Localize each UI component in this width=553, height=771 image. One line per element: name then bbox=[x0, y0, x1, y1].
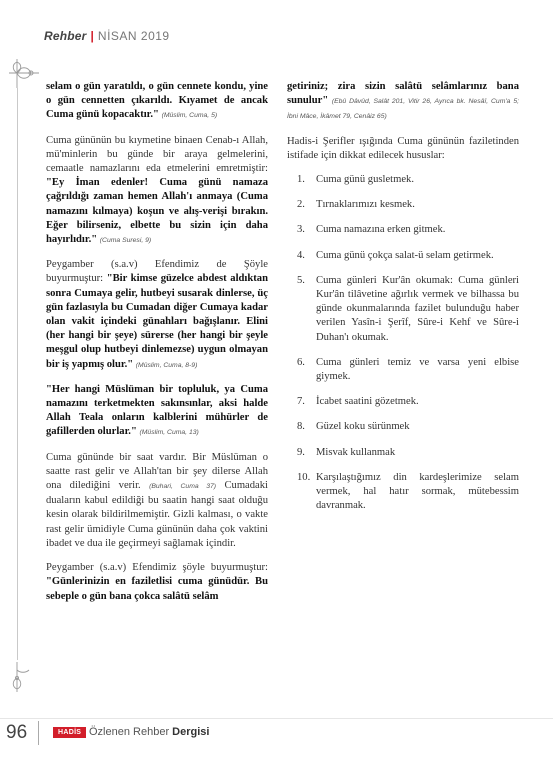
corner-ornament-icon bbox=[6, 660, 42, 696]
source-citation: (Müslim, Cuma, 5) bbox=[161, 112, 218, 120]
corner-ornament-icon bbox=[6, 55, 42, 91]
list-item-text: Misvak kullanmak bbox=[316, 446, 396, 458]
footer-divider bbox=[0, 718, 553, 719]
list-item-number: 9. bbox=[297, 446, 305, 458]
margin-rule bbox=[17, 88, 18, 660]
list-item bbox=[287, 249, 519, 263]
source-citation: (Cuma Suresi, 9) bbox=[99, 237, 152, 245]
magazine-brand: Rehber bbox=[44, 29, 87, 43]
list-item bbox=[287, 223, 519, 237]
source-citation: (Müslim, Cuma, 13) bbox=[139, 429, 199, 437]
list-item bbox=[287, 274, 519, 345]
list-item-number: 7. bbox=[297, 396, 305, 408]
list-item bbox=[287, 446, 519, 460]
list-item-number: 1. bbox=[297, 174, 305, 186]
list-item-text: İcabet saatini gözetmek. bbox=[316, 396, 419, 408]
list-item-number: 10. bbox=[297, 471, 311, 483]
paragraph: Hadis-i Şerifler ışığında Cuma gününün faziletinden istifade için dikkat edilecek hususlar: bbox=[287, 135, 519, 161]
list-item bbox=[287, 420, 519, 434]
header-separator: | bbox=[90, 29, 94, 43]
paragraph: getiriniz; zira sizin salâtü selâmlarınız bana sunulur" (Ebû Dâvûd, Salât 201, Vitir 26, Ayrıca bk. Nesâî, Cum'a 5; İbni Mâce, İkâmet 79, Cenâiz 65) bbox=[287, 81, 519, 121]
paragraph: Peygamber (s.a.v) Efendimiz şöyle buyurmuştur: "Günlerinizin en faziletlisi cuma günüdür. Bu sebeple o gün bana çokca salâtü selâm bbox=[46, 562, 268, 602]
running-header bbox=[44, 29, 170, 43]
list-item bbox=[287, 471, 519, 514]
list-item-number: 2. bbox=[297, 199, 305, 211]
section-badge: HADİS bbox=[53, 727, 86, 738]
paragraph: Peygamber (s.a.v) Efendimiz de Şöyle buyurmuştur: "Bir kimse güzelce abdest aldıktan sonra Cumaya gelir, hutbeyi susarak dinlerse, üç gün fazlasıyla bu Cumadan diğer Cumaya kadar olan vakit içindeki günahları bağışlanır. Elini (her hangi bir şeye) sürerse (her hangi bir şeyle meşgul olup hutbeyi dinlemezse) uygun olmayan bir iş yapmış olur." (Müslim, Cuma, 8-9) bbox=[46, 259, 268, 370]
source-citation: (Buhari, Cuma 37) bbox=[149, 483, 217, 491]
paragraph: Cuma gününde bir saat vardır. Bir Müslüman o saatte rast gelir ve Allah'tan bir şey dilerse Allah ona dilediğini verir. (Buhari, Cuma 37) Cumadaki duaların kabul edildiği bu saatin hangi saat olduğu kesin olarak bildirilmemiştir. Gizli kalması, o vakte rast gelir ümidiyle Cuma gününün daha çok vaktini ibadet ve dua ile geçirmeyi sağlamak içindir. bbox=[46, 451, 268, 549]
paragraph: Cuma gününün bu kıymetine binaen Cenab-ı Allah, mü'minlerin bu günde bir araya gelmelerini, cemaatle namazlarını eda etmelerini emretmiştir: "Ey İman edenler! Cuma günü namaza çağrıldığı zaman hemen Allah'ı anmaya (Cuma namazını kılmaya) koşun ve alış-verişi bırakın. Eğer bilirseniz, elbette bu sizin için daha hayırlıdır." (Cuma Suresi, 9) bbox=[46, 134, 268, 246]
list-item-text: Karşılaştığımız din kardeşlerimize selam vermek, hal hatır sormak, mütebessim davranmak. bbox=[316, 471, 519, 512]
magazine-title: Özlenen Rehber Dergisi bbox=[89, 726, 210, 738]
right-column bbox=[287, 80, 519, 524]
list-item-number: 5. bbox=[297, 274, 305, 286]
list-item-text: Güzel koku sürünmek bbox=[316, 421, 410, 433]
list-item-number: 6. bbox=[297, 356, 305, 368]
list-item bbox=[287, 356, 519, 384]
footer-rule bbox=[38, 721, 39, 745]
list-item bbox=[287, 198, 519, 212]
tips-list bbox=[287, 173, 519, 513]
list-item-number: 3. bbox=[297, 224, 305, 236]
left-column bbox=[46, 80, 268, 614]
page-number: 96 bbox=[6, 722, 28, 743]
paragraph: selam o gün yaratıldı, o gün cennete kondu, yine o gün cennetten çıkarıldı. Kıyamet de ancak Cuma günü kopacaktır." (Müslim, Cuma, 5) bbox=[46, 81, 268, 121]
list-item-text: Cuma günü çokça salat-ü selam getirmek. bbox=[316, 249, 494, 261]
list-item bbox=[287, 395, 519, 409]
list-item-number: 8. bbox=[297, 421, 305, 433]
list-item-text: Cuma günü gusletmek. bbox=[316, 174, 414, 186]
list-item-text: Cuma günleri temiz ve varsa yeni elbise giymek. bbox=[316, 356, 519, 383]
list-item-text: Cuma namazına erken gitmek. bbox=[316, 224, 446, 236]
paragraph: "Her hangi Müslüman bir topluluk, ya Cuma namazını terketmekten sakınsınlar, aksi halde Allah Teala onların kalblerini mühürler de gafillerden olurlar." (Müslim, Cuma, 13) bbox=[46, 383, 268, 438]
list-item-text: Tırnaklarımızı kesmek. bbox=[316, 199, 415, 211]
source-citation: (Ebû Dâvûd, Salât 201, Vitir 26, Ayrıca bk. Nesâî, Cum'a 5; İbni Mâce, İkâmet 79, Cenâiz 65) bbox=[287, 98, 519, 121]
list-item-number: 4. bbox=[297, 249, 305, 261]
list-item-text: Cuma günleri Kur'ân okumak: Cuma günleri Kur'ân tilâvetine ağırlık vermek ve bilhassa bu günde okunmalarında fazilet bulunduğu haber verilen Yasîn-i Şerîf, Sûre-i Kehf ve Sûre-i Duhan'ı okumak. bbox=[316, 274, 519, 343]
source-citation: (Müslim, Cuma, 8-9) bbox=[135, 361, 198, 369]
issue-date: NİSAN 2019 bbox=[97, 29, 170, 43]
list-item bbox=[287, 173, 519, 187]
